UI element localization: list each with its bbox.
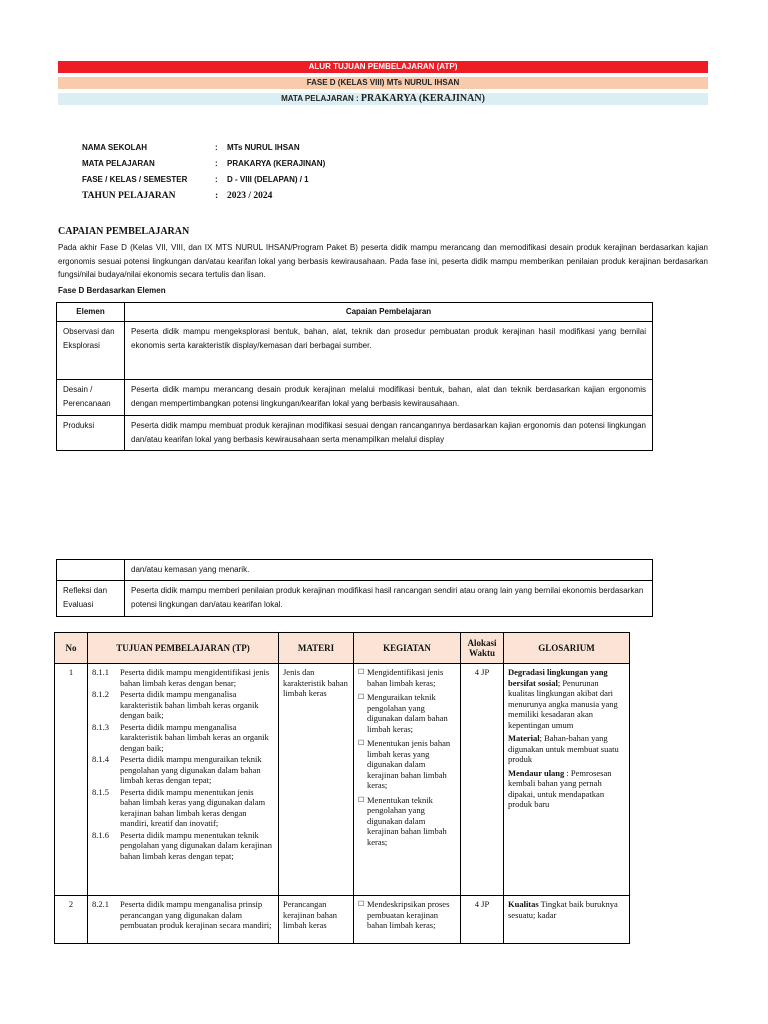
checkbox-icon: ☐	[358, 900, 365, 908]
table-row	[55, 664, 630, 896]
title-band-mapel	[58, 93, 708, 105]
kegiatan-text: Mendeskripsikan proses pembuatan kerajinan bahan limbah keras;	[367, 899, 450, 930]
kegiatan-text: Menentukan jenis bahan limbah keras yang digunakan dalam kerajinan bahan limbah keras;	[367, 738, 451, 790]
alokasi-cell: 4 JP	[461, 896, 504, 944]
kegiatan-item	[358, 738, 456, 791]
kegiatan-item	[358, 899, 456, 931]
info-value: PRAKARYA (KERAJINAN)	[227, 159, 326, 168]
col-header-materi: MATERI	[279, 633, 354, 664]
glosarium-entry	[508, 667, 625, 730]
info-value: D - VIII (DELAPAN) / 1	[227, 175, 309, 184]
kegiatan-text: Menguraikan teknik pengolahan yang digunakan dalam bahan limbah keras;	[367, 692, 448, 734]
elemen-table-continued	[56, 559, 653, 617]
checkbox-icon: ☐	[358, 668, 365, 676]
tp-text: Peserta didik mampu menganalisa karakteristik bahan limbah keras organik dengan baik;	[120, 689, 259, 720]
info-label: TAHUN PELAJARAN	[82, 191, 176, 201]
col-header-no: No	[55, 633, 88, 664]
info-label: NAMA SEKOLAH	[82, 143, 148, 152]
checkbox-icon: ☐	[358, 693, 365, 701]
glosarium-def: ; Bahan-bahan yang digunakan untuk membuat suatu produk	[508, 733, 619, 764]
materi-cell: Jenis dan karakteristik bahan limbah keras	[279, 664, 354, 896]
tp-number: 8.1.5	[92, 786, 109, 797]
table-row	[57, 322, 653, 380]
tp-cell	[88, 664, 279, 896]
elemen-cell	[57, 560, 125, 581]
elemen-cell: Produksi	[57, 416, 125, 451]
atp-table	[54, 632, 630, 944]
table-row	[55, 896, 630, 944]
tp-number: 8.1.6	[92, 829, 109, 840]
tp-text: Peserta didik mampu menguraikan teknik pengolahan yang digunakan dalam bahan limbah keras dengan tepat;	[120, 754, 262, 785]
glosarium-term: Kualitas	[508, 899, 539, 909]
glosarium-term: Degradasi lingkungan yang bersifat sosial	[508, 667, 608, 688]
title-band-atp: ALUR TUJUAN PEMBELAJARAN (ATP)	[58, 61, 708, 73]
table-row	[57, 380, 653, 416]
elemen-cell: Desain / Perencanaan	[57, 380, 125, 416]
mapel-subject: PRAKARYA (KERAJINAN)	[360, 93, 485, 104]
col-header-capaian: Capaian Pembelajaran	[125, 303, 653, 322]
glosarium-entry	[508, 899, 625, 920]
tp-item	[92, 667, 274, 688]
capaian-cell: Peserta didik mampu membuat produk kerajinan modifikasi sesuai dengan rancangannya berdasarkan kajian ergonomis dan potensi lingkungan dan/atau kearifan lokal yang berbasis kewirausahaan serta menampilkan melalui display	[125, 416, 653, 451]
info-colon: :	[215, 175, 218, 184]
kegiatan-item	[358, 667, 456, 688]
capaian-cell: Peserta didik mampu merancang desain produk kerajinan melalui modifikasi bentuk, bahan, alat dan teknik berdasarkan kajian ergonomis dengan mempertimbangkan potensi lingkungan/kearifan lokal yang berbasis kewirausahaan.	[125, 380, 653, 416]
table-row	[57, 560, 653, 581]
kegiatan-item	[358, 795, 456, 848]
tp-number: 8.1.3	[92, 721, 109, 732]
tp-item	[92, 689, 274, 721]
glosarium-term: Mendaur ulang	[508, 767, 565, 778]
kegiatan-cell	[354, 664, 461, 896]
glosarium-def: : Pemrosesan kembali bahan yang pernah dipakai, untuk mendapatkan produk baru	[508, 767, 612, 809]
capaian-cell: Peserta didik mampu memberi penilaian produk kerajinan modifikasi hasil rancangan sendiri atau orang lain yang bernilai ekonomis berdasarkan potensi lingkungan dan/atau kearifan lokal.	[125, 581, 653, 617]
kegiatan-text: Mengidentifikasi jenis bahan limbah keras;	[367, 667, 444, 688]
glosarium-def: Tingkat baik buruknya sesuatu; kadar	[508, 899, 618, 920]
table-row	[57, 416, 653, 451]
glosarium-entry	[508, 768, 625, 810]
tp-item	[92, 722, 274, 754]
tp-item	[92, 830, 274, 862]
tp-text: Peserta didik mampu menentukan teknik pengolahan yang digunakan dalam kerajinan bahan limbah keras dengan tepat;	[120, 829, 272, 861]
glosarium-term: Material	[508, 733, 540, 743]
title-band-fase: FASE D (KELAS VIII) MTs NURUL IHSAN	[58, 77, 708, 89]
mapel-prefix: MATA PELAJARAN :	[281, 94, 361, 103]
capaian-cell: dan/atau kemasan yang menarik.	[125, 560, 653, 581]
capaian-heading: CAPAIAN PEMBELAJARAN	[58, 226, 190, 237]
info-label: MATA PELAJARAN	[82, 159, 155, 168]
tp-number: 8.1.2	[92, 689, 109, 699]
info-colon: :	[215, 191, 219, 201]
materi-cell: Perancangan kerajinan bahan limbah keras	[279, 896, 354, 944]
row-number: 2	[55, 896, 88, 944]
tp-item	[92, 899, 274, 931]
elemen-cell: Refleksi dan Evaluasi	[57, 581, 125, 617]
info-value: MTs NURUL IHSAN	[227, 143, 300, 152]
kegiatan-item	[358, 692, 456, 734]
capaian-cell: Peserta didik mampu mengeksplorasi bentuk, bahan, alat, teknik dan prosedur pembuatan produk kerajinan hasil modifikasi yang bernilai ekonomis serta karakteristik display/kemasan dari berbagai sumber.	[125, 322, 653, 380]
row-number: 1	[55, 664, 88, 896]
capaian-paragraph: Pada akhir Fase D (Kelas VII, VIII, dan IX MTS NURUL IHSAN/Program Paket B) peserta didik mampu merancang dan memodifikasi desain produk kerajinan berdasarkan kajian ergonomis sesuai potensi lingkungan dan/atau kearifan lokal yang berbasis kewirausahaan. Pada fase ini, peserta didik mampu memberikan penilaian produk kerajinan berdasarkan fungsi/nilai budaya/nilai ekonomis secara tertulis dan lisan.	[58, 243, 708, 279]
col-header-glosarium: GLOSARIUM	[504, 633, 630, 664]
checkbox-icon: ☐	[358, 795, 365, 804]
glosarium-def: ; Penurunan kualitas lingkungan akibat dari menurunya angka manusia yang memiliki kesadaran akan kepentingan umum	[508, 677, 618, 730]
glosarium-cell	[504, 664, 630, 896]
tp-text: Peserta didik mampu menganalisa prinsip perancangan yang digunakan dalam pembuatan produk kerajinan secara mandiri;	[120, 899, 272, 930]
alokasi-cell: 4 JP	[461, 664, 504, 896]
tp-number: 8.1.1	[92, 667, 109, 677]
col-header-elemen: Elemen	[57, 303, 125, 322]
tp-cell	[88, 896, 279, 944]
info-colon: :	[215, 159, 218, 168]
kegiatan-cell	[354, 896, 461, 944]
col-header-kegiatan: KEGIATAN	[354, 633, 461, 664]
info-label: FASE / KELAS / SEMESTER	[82, 175, 188, 184]
tp-text: Peserta didik mampu menentukan jenis bahan limbah keras yang digunakan dalam kerajinan bahan limbah keras dengan mandiri, kreatif dan inovatif;	[120, 786, 266, 828]
tp-number: 8.1.4	[92, 754, 109, 764]
tp-text: Peserta didik mampu mengidentifikasi jenis bahan limbah keras dengan benar;	[120, 667, 270, 688]
tp-number: 8.2.1	[92, 899, 109, 909]
col-header-alokasi: Alokasi Waktu	[461, 633, 504, 664]
tp-text: Peserta didik mampu menganalisa karakteristik bahan limbah keras an organik dengan baik;	[120, 721, 269, 753]
elemen-table	[56, 302, 653, 451]
tp-item	[92, 787, 274, 829]
elemen-cell: Observasi dan Eksplorasi	[57, 322, 125, 380]
table-row	[57, 581, 653, 617]
glosarium-cell	[504, 896, 630, 944]
tp-item	[92, 754, 274, 786]
info-colon: :	[215, 143, 218, 152]
kegiatan-text: Menentukan teknik pengolahan yang digunakan dalam kerajinan bahan limbah keras;	[367, 794, 447, 847]
elemen-subheading: Fase D Berdasarkan Elemen	[58, 286, 166, 295]
info-value: 2023 / 2024	[227, 191, 273, 201]
glosarium-entry	[508, 733, 625, 765]
col-header-tp: TUJUAN PEMBELAJARAN (TP)	[88, 633, 279, 664]
checkbox-icon: ☐	[358, 739, 365, 747]
